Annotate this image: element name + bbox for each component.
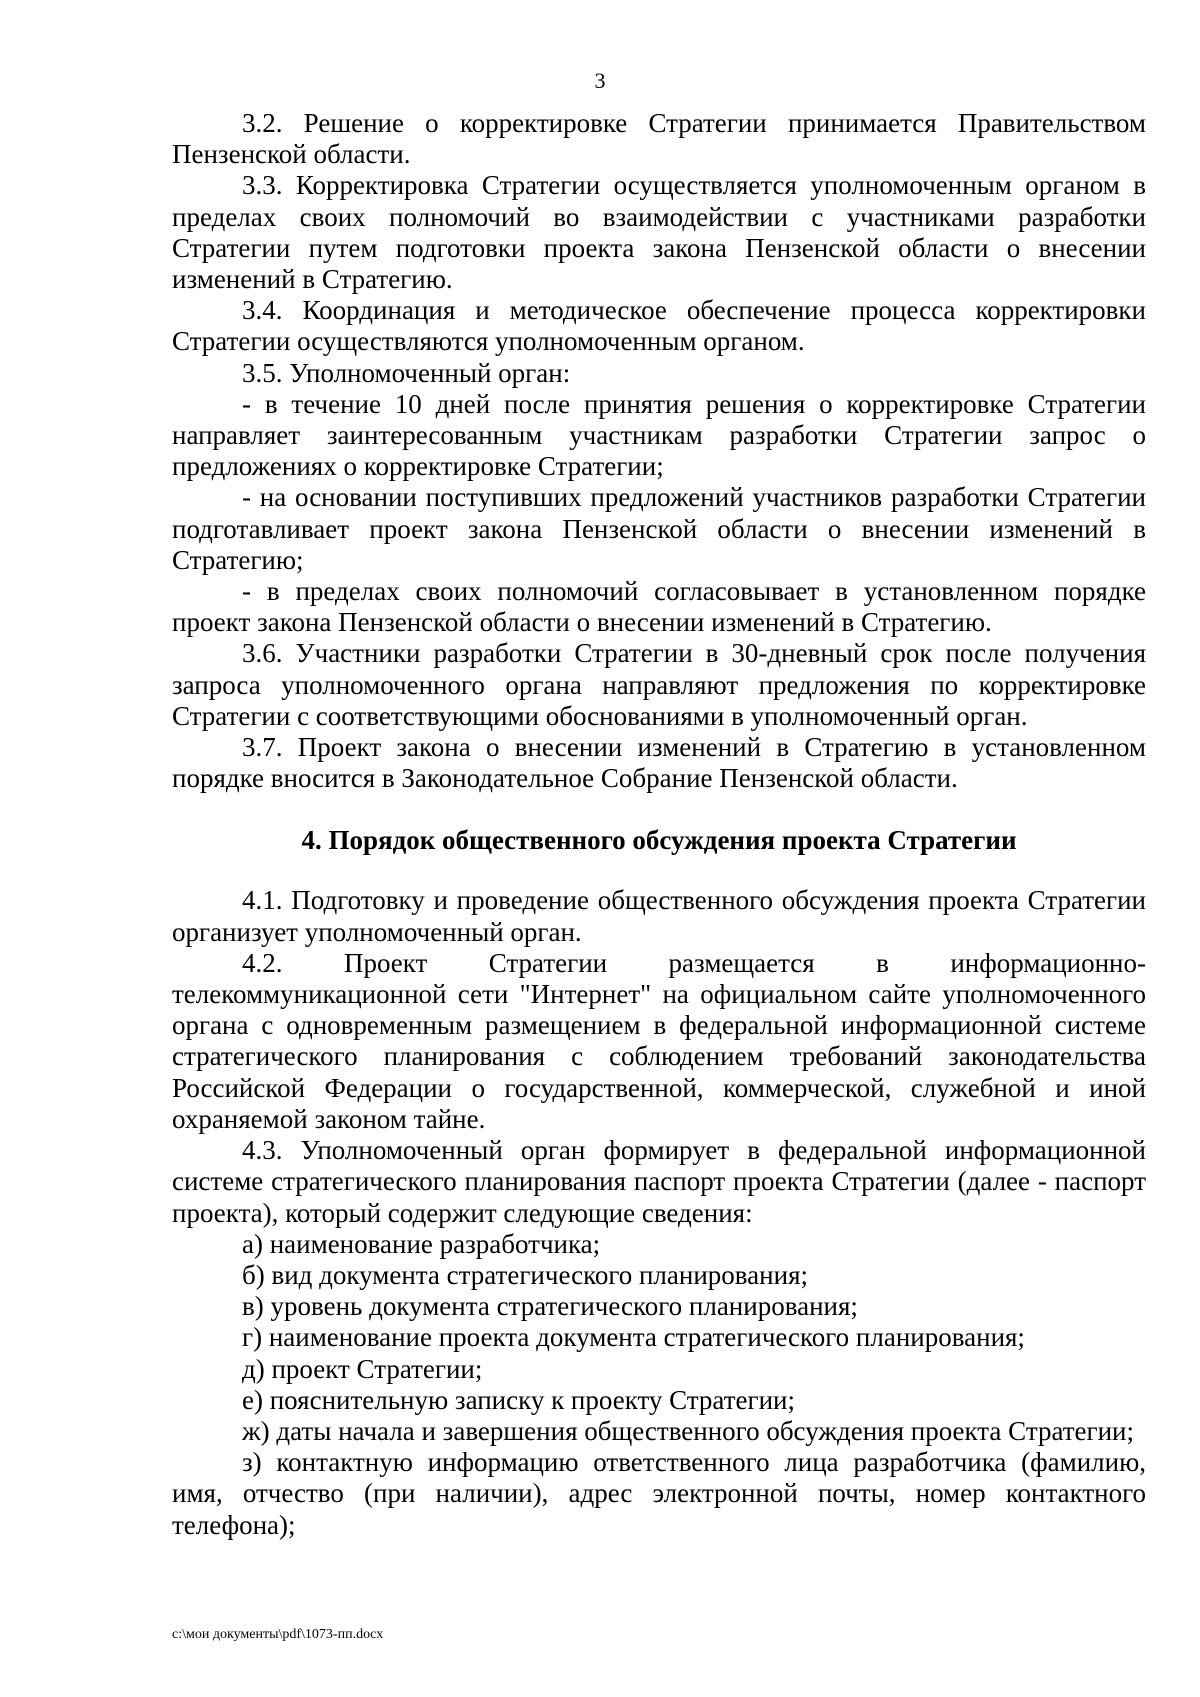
document-body bbox=[172, 108, 1146, 1541]
list-item-3-5-a: - в течение 10 дней после принятия решения о корректировке Стратегии направляет заинтересованным участникам разработки Стратегии запрос о предложениях о корректировке Стратегии; bbox=[172, 388, 1146, 482]
list-item-3-5-b: - на основании поступивших предложений участников разработки Стратегии подготавливает проект закона Пензенской области о внесении изменений в Стратегию; bbox=[172, 482, 1146, 575]
section-4-heading: 4. Порядок общественного обсуждения проекта Стратегии bbox=[301, 825, 1017, 856]
list-item-b: б) вид документа стратегического планирования; bbox=[242, 1259, 808, 1290]
list-item-3-5-c: - в пределах своих полномочий согласовывает в установленном порядке проект закона Пензенской области о внесении изменений в Стратегию. bbox=[172, 576, 1146, 638]
list-item-zh: ж) даты начала и завершения общественного обсуждения проекта Стратегии; bbox=[242, 1415, 1134, 1446]
list-item-e: е) пояснительную записку к проекту Стратегии; bbox=[242, 1384, 795, 1415]
paragraph-3-2: 3.2. Решение о корректировке Стратегии принимается Правительством Пензенской области. bbox=[172, 108, 1146, 170]
paragraph-3-5: 3.5. Уполномоченный орган: bbox=[242, 357, 571, 388]
paragraph-3-4: 3.4. Координация и методическое обеспечение процесса корректировки Стратегии осуществляются уполномоченным органом. bbox=[172, 295, 1146, 357]
page-number: 3 bbox=[594, 68, 606, 93]
list-item-z: з) контактную информацию ответственного лица разработчика (фамилию, имя, отчество (при наличии), адрес электронной почты, номер контактного телефона); bbox=[172, 1447, 1146, 1540]
footer-file-path: c:\мои документы\pdf\1073-пп.docx bbox=[172, 1627, 384, 1642]
paragraph-4-3: 4.3. Уполномоченный орган формирует в федеральной информационной системе стратегического планирования паспорт проекта Стратегии (далее - паспорт проекта), который содержит следующие сведения: bbox=[172, 1135, 1146, 1228]
paragraph-4-1: 4.1. Подготовку и проведение общественного обсуждения проекта Стратегии организует уполномоченный орган. bbox=[172, 885, 1146, 947]
list-item-v: в) уровень документа стратегического планирования; bbox=[242, 1291, 858, 1322]
list-item-a: а) наименование разработчика; bbox=[242, 1228, 601, 1259]
paragraph-4-2: 4.2. Проект Стратегии размещается в информационно-телекоммуникационной сети "Интернет" на официальном сайте уполномоченного органа с одновременным размещением в федеральной информационной системе стратегического планирования с соблюдением требований законодательства Российской Федерации о государственной, коммерческой, служебной и иной охраняемой законом тайне. bbox=[172, 947, 1146, 1134]
paragraph-3-3: 3.3. Корректировка Стратегии осуществляется уполномоченным органом в пределах своих полномочий во взаимодействии с участниками разработки Стратегии путем подготовки проекта закона Пензенской области о внесении изменений в Стратегию. bbox=[172, 170, 1146, 295]
list-item-g: г) наименование проекта документа стратегического планирования; bbox=[242, 1322, 1025, 1353]
paragraph-3-6: 3.6. Участники разработки Стратегии в 30-дневный срок после получения запроса уполномоченного органа направляют предложения по корректировке Стратегии с соответствующими обоснованиями в уполномоченный орган. bbox=[172, 638, 1146, 731]
list-item-d: д) проект Стратегии; bbox=[242, 1353, 483, 1384]
paragraph-3-7: 3.7. Проект закона о внесении изменений в Стратегию в установленном порядке вносится в Законодательное Собрание Пензенской области. bbox=[172, 732, 1146, 794]
